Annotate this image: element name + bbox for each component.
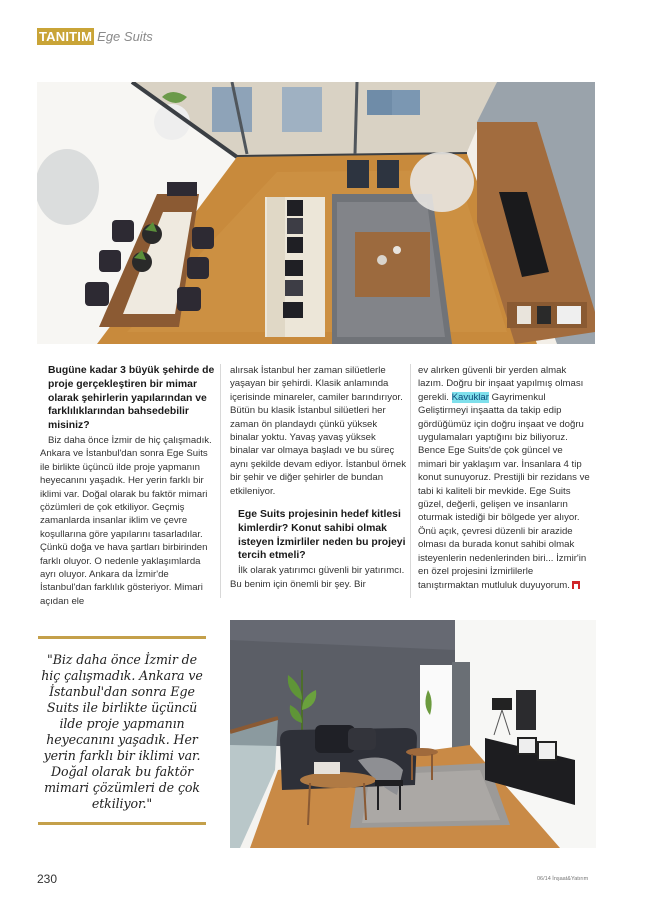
answer-1-paragraph-1: Biz daha önce İzmir de hiç çalışmadık. Ankara ve İstanbul'dan sonra Ege Suits ile birlikte üçüncü ilde proje yapmanın heyecanını yaşadık. Her yerin farklı bir iklimi var. Doğal olarak bu faktör mimari çözümleri de çok etkiliyor. Geçmiş zamanlarda insanlar iklim ve çevre koşullarına göre yapılarını tasarladılar. Çünkü doğa ve hava şartları birbirinden farklı oluyor. O nedenle yaklaşımlarda ayrı oluyor. Ankara da İzmir'de İstanbul'dan farklılık gösteriyor. Mimari açıdan ele [40,434,212,607]
pull-quote [38,636,206,825]
pull-quote-bottom-rule [38,822,206,825]
column-divider [220,364,221,598]
photo-living-dining-overhead [37,82,595,344]
interview-question-2: Ege Suits projesinin hedef kitlesi kimlerdir? Konut sahibi olmak isteyen İzmirliler neden bu projeyi tercih etmeli? [238,509,406,562]
photo-living-dining-image [37,82,595,344]
answer-2-text-post: Gayrimenkul Geliştirmeyi inşaatta da takip edip gördüğümüz için doğru inşaat ve doğru uygulamaları yaptığını biz biliyoruz. Bence Ege Suits'de çok güncel ve mimari bir yaklaşım var. İnsanlara 4 tip konut sunuyoruz. Prestijli bir rezidans ve tabi ki kaliteli bir mevkide. Ege Suits güzel, değerli, gelişen ve insanların oturmak istediği bir bölgede yer alıyor. Önü açık, çevresi düzenli bir arazide olması da burada konut sahibi olmak isteyenlerin nedenlerinden biri... İzmir'in en özel projesini İzmirlilerle tanıştırmaktan mutluluk duyuyorum. [418,391,590,591]
article-end-mark-icon [572,581,580,589]
section-subtitle: Ege Suits [97,29,153,44]
photo-upper-lounge [230,620,596,848]
article-column-3 [418,364,594,592]
answer-1-paragraph-2: alırsak İstanbul her zaman silüetlerle yaşayan bir şehirdi. Klasik anlamında içerisinde minareler, camiler barındırıyor. Bütün bu klasik İstanbul silüetleri her zaman ön plandaydı çünkü yüksek binalar yoktu. Yavaş yavaş yüksek binalar var olmaya başladı ve bu süreç aynı şekilde devam ediyor. İstanbul örnek bir şehir ve diğer şehirler de bundan etkileniyor. [230,365,406,497]
answer-2-paragraph-2 [418,364,594,592]
interview-question-1: Bugüne kadar 3 büyük şehirde de proje gerçekleştiren bir mimar olarak şehirlerin yapılarından ve farklılıklarından bahsedebilir misiniz? [48,365,215,432]
pull-quote-text: "Biz daha önce İzmir de hiç çalışmadık. Ankara ve İstanbul'dan sonra Ege Suits ile birlikte üçüncü ilde proje yapmanın heyecanını yaşadık. Her yerin farklı bir iklimi var. Doğal olarak bu faktör mimari çözümleri de çok etkiliyor." [41,652,203,811]
highlighted-company-name: Kavuklar [451,391,489,403]
photo-upper-lounge-image [230,620,596,848]
article-column-1 [40,364,216,608]
column-divider [410,364,411,598]
section-header [37,28,153,45]
section-tag: TANITIM [39,29,93,44]
answer-2-text-pre: ev alırken güvenli bir yerden almak lazım. Doğru bir inşaat yapılmış olması gerekli. [418,365,584,403]
page-number: 230 [37,872,58,886]
article-column-2 [230,364,406,591]
answer-2-paragraph-1: İlk olarak yatırımcı güvenli bir yatırımcı. Bu benim için önemli bir şey. Bir [230,565,405,590]
magazine-issue-label: 06/14 İnşaat&Yatırım [537,876,589,882]
